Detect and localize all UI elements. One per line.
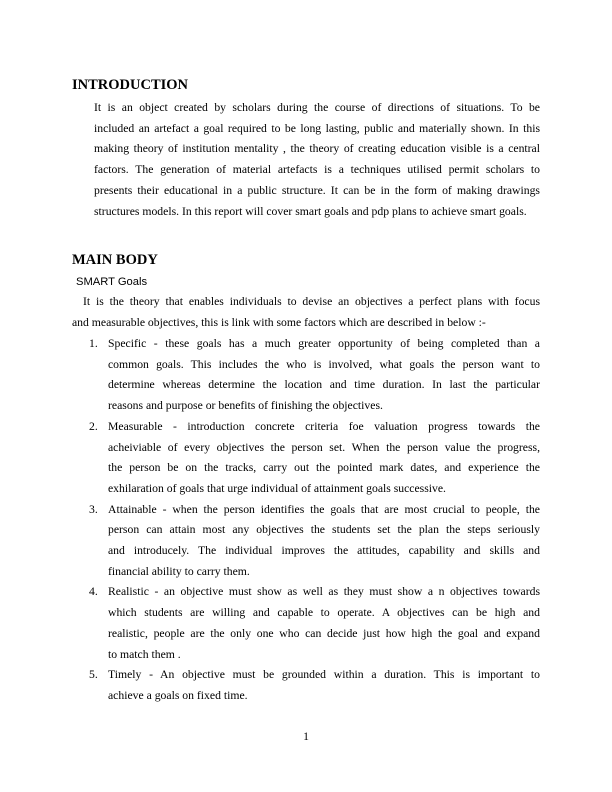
text-line: acheiviable of every objectives the person set. When the person value the progress, — [108, 440, 540, 454]
text-line: realistic, people are the only one who can decide just how high the goal and expand — [108, 626, 540, 640]
list-item-attainable — [89, 500, 540, 583]
page-number: 1 — [303, 730, 309, 743]
text-line: Measurable - introduction concrete criteria foe valuation progress towards the — [108, 419, 540, 433]
list-item-specific — [89, 334, 540, 417]
text-line: common goals. This includes the who is involved, what goals the person want to — [108, 357, 540, 371]
text-line: achieve a goals on fixed time. — [108, 688, 248, 702]
list-item-measurable — [89, 417, 540, 500]
list-number: 4. — [89, 585, 98, 599]
introduction-heading: INTRODUCTION — [72, 77, 189, 93]
text-line: to match them . — [108, 647, 181, 661]
smart-goals-paragraph — [72, 292, 540, 333]
list-item-timely — [89, 665, 540, 706]
text-line: the person be on the tracks, carry out the pointed mark dates, and experience the — [108, 461, 540, 475]
text-line: structures models. In this report will cover smart goals and pdp plans to achieve smart goals. — [94, 204, 527, 218]
list-number: 3. — [89, 502, 98, 516]
list-number: 2. — [89, 419, 98, 433]
text-line: It is an object created by scholars during the course of directions of situations. To be — [94, 101, 540, 114]
text-line: and introducely. The individual improves the attitudes, capability and skills and — [108, 544, 540, 558]
text-line: person can attain most any objectives the students set the plan the steps seriously — [108, 523, 540, 537]
text-line: Specific - these goals has a much greater opportunity of being completed than a — [108, 337, 540, 350]
smart-goals-subheading: SMART Goals — [76, 276, 148, 288]
introduction-paragraph — [94, 98, 540, 222]
text-line: It is the theory that enables individuals to devise an objectives a perfect plans with focus — [83, 295, 540, 308]
list-item-realistic — [89, 582, 540, 665]
list-number: 5. — [89, 668, 98, 682]
text-line: included an artefact a goal required to be long lasting, public and materially shown. In this — [94, 121, 540, 135]
text-line: reasons and purpose or benefits of finishing the objectives. — [108, 399, 383, 413]
text-line: presents their educational in a public structure. It can be in the form of making drawings — [94, 183, 540, 197]
text-line: making theory of institution mentality , the theory of creating education visible is a central — [94, 142, 540, 156]
text-line: Attainable - when the person identifies the goals that are most crucial to people, the — [108, 502, 540, 516]
text-line: which students are willing and capable to operate. A objectives can be high and — [108, 606, 540, 620]
smart-goals-list — [89, 334, 540, 707]
list-number: 1. — [89, 337, 98, 350]
text-line: Realistic - an objective must show as well as they must show a n objectives towards — [108, 585, 540, 599]
text-line: financial ability to carry them. — [108, 564, 250, 578]
text-line: Timely - An objective must be grounded within a duration. This is important to — [108, 668, 540, 682]
text-line: and measurable objectives, this is link with some factors which are described in below :- — [72, 315, 486, 329]
text-line: factors. The generation of material artefacts is a techniques utilised permit scholars to — [94, 163, 540, 177]
text-line: determine whereas determine the location and time duration. In last the particular — [108, 378, 540, 392]
main-body-heading: MAIN BODY — [72, 252, 158, 268]
text-line: exhilaration of goals that urge individual of attainment goals successive. — [108, 481, 446, 495]
